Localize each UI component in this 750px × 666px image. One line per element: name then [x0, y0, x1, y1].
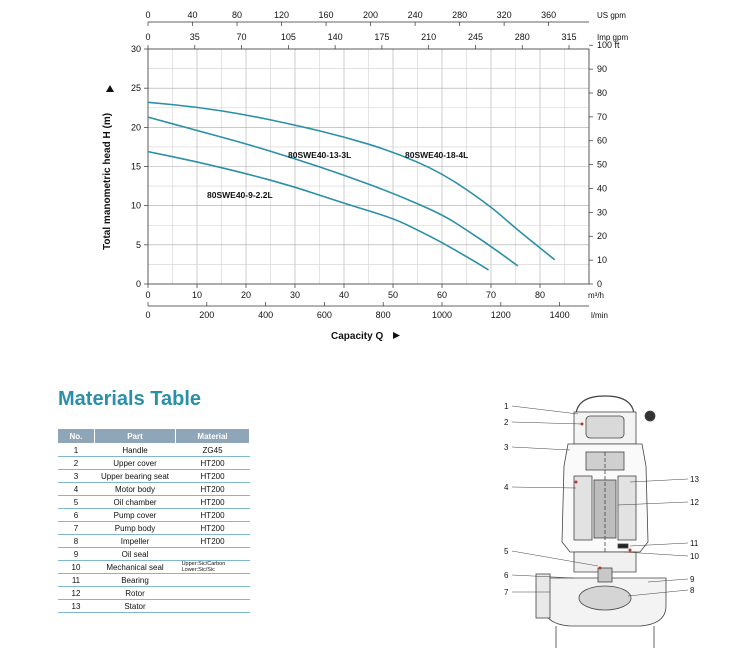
- callout-label: 3: [504, 443, 509, 452]
- series-label-0: 80SWE40-9-2.2L: [207, 190, 273, 200]
- row-material: [176, 574, 250, 587]
- y-tick-label: 25: [130, 83, 141, 94]
- row-no: 11: [58, 574, 95, 587]
- y-tick-label: 15: [130, 161, 141, 172]
- row-material: [176, 548, 250, 561]
- callout-line: [512, 406, 578, 414]
- x-axis-arrow-icon: [393, 332, 400, 339]
- row-material: HT200: [176, 509, 250, 522]
- impgpm-tick-label: 245: [467, 32, 483, 42]
- callout-label: 4: [504, 483, 509, 492]
- x-tick-label: 10: [191, 290, 203, 300]
- impgpm-unit: Imp gpm: [597, 33, 629, 42]
- row-material: HT200: [176, 535, 250, 548]
- table-row: [58, 587, 250, 600]
- x-tick-label: 70: [485, 290, 497, 300]
- y-tick-label: 30: [130, 44, 141, 54]
- callout-line: [512, 447, 570, 450]
- y-tick-label: 10: [130, 200, 141, 211]
- ft-tick-label: 90: [597, 64, 608, 75]
- ft-tick-label: 80: [597, 87, 608, 98]
- ft-tick-label: 100 ft: [597, 40, 620, 51]
- handle-knob-shape: [645, 411, 655, 421]
- impgpm-tick-label: 70: [236, 32, 247, 42]
- table-header-row: [58, 429, 250, 444]
- ft-tick-label: 30: [597, 207, 608, 218]
- callout-label: 9: [690, 575, 695, 584]
- y-tick-label: 5: [135, 239, 141, 250]
- row-no: 9: [58, 548, 95, 561]
- row-part: Oil chamber: [94, 496, 175, 509]
- row-part: Handle: [94, 444, 175, 457]
- row-no: 1: [58, 444, 95, 457]
- row-material: HT200: [176, 522, 250, 535]
- row-part: Rotor: [94, 587, 175, 600]
- impgpm-tick-label: 315: [561, 32, 577, 42]
- x-tick-label: 0: [145, 290, 151, 300]
- row-material: HT200: [176, 483, 250, 496]
- row-part: Upper cover: [94, 457, 175, 470]
- series-line-2: [148, 102, 555, 259]
- row-material: HT200: [176, 496, 250, 509]
- usgpm-tick-label: 40: [187, 10, 198, 20]
- table-row: [58, 457, 250, 470]
- usgpm-tick-label: 280: [452, 10, 468, 20]
- row-no: 4: [58, 483, 95, 496]
- callout-label: 7: [504, 588, 509, 597]
- row-material: HT200: [176, 457, 250, 470]
- y-axis-label: Total manometric head H (m): [102, 112, 113, 250]
- m3h-unit: m³/h: [588, 291, 604, 300]
- row-no: 2: [58, 457, 95, 470]
- x-tick-label: 20: [240, 290, 252, 300]
- lmin-tick-label: 800: [375, 310, 391, 320]
- usgpm-tick-label: 80: [232, 10, 243, 20]
- materials-table-body: [58, 444, 250, 613]
- impgpm-tick-label: 280: [514, 32, 530, 42]
- materials-table-title: Materials Table: [58, 388, 202, 410]
- row-material: HT200: [176, 470, 250, 483]
- usgpm-tick-label: 360: [541, 10, 557, 20]
- row-no: 5: [58, 496, 95, 509]
- flange-shape: [536, 574, 550, 618]
- y-tick-label: 0: [135, 279, 141, 289]
- x-tick-label: 60: [436, 290, 448, 300]
- table-row: [58, 548, 250, 561]
- series-line-1: [148, 117, 518, 266]
- series-label-1: 80SWE40-13-3L: [288, 150, 352, 160]
- row-part: Pump body: [94, 522, 175, 535]
- row-material: Upper:Sic/Carbon Lower:Sic/Sic: [176, 561, 250, 574]
- table-row: [58, 600, 250, 613]
- row-no: 12: [58, 587, 95, 600]
- impgpm-tick-label: 140: [327, 32, 343, 42]
- table-row: [58, 509, 250, 522]
- usgpm-tick-label: 120: [274, 10, 290, 20]
- lmin-tick-label: 1200: [490, 310, 511, 320]
- usgpm-tick-label: 240: [407, 10, 423, 20]
- row-no: 7: [58, 522, 95, 535]
- usgpm-unit: US gpm: [597, 11, 626, 20]
- callout-label: 12: [690, 498, 699, 507]
- row-no: 13: [58, 600, 95, 613]
- row-material: ZG45: [176, 444, 250, 457]
- lmin-tick-label: 600: [316, 310, 332, 320]
- row-no: 3: [58, 470, 95, 483]
- callout-label: 1: [504, 402, 509, 411]
- lmin-tick-label: 1000: [431, 310, 453, 320]
- header-no: No.: [58, 429, 95, 444]
- row-part: Pump cover: [94, 509, 175, 522]
- callout-label: 6: [504, 571, 509, 580]
- impgpm-tick-label: 35: [189, 32, 200, 42]
- callout-label: 13: [690, 475, 699, 484]
- table-row: [58, 561, 250, 574]
- lmin-tick-label: 1400: [549, 310, 570, 320]
- usgpm-tick-label: 200: [363, 10, 379, 20]
- callout-label: 11: [690, 539, 699, 548]
- x-axis-label: Capacity Q: [331, 331, 384, 342]
- row-part: Stator: [94, 600, 175, 613]
- handle-shape: [576, 396, 634, 414]
- y-axis-arrow-icon: [106, 85, 114, 92]
- ft-tick-label: 60: [597, 135, 608, 146]
- pump-cross-section-diagram: [490, 392, 720, 652]
- impeller-shape: [579, 586, 631, 610]
- ft-tick-label: 50: [597, 159, 608, 170]
- usgpm-tick-label: 0: [145, 10, 151, 20]
- table-row: [58, 483, 250, 496]
- impgpm-tick-label: 175: [374, 32, 390, 42]
- header-material: Material: [176, 429, 250, 444]
- usgpm-tick-label: 320: [496, 10, 512, 20]
- lmin-tick-label: 400: [258, 310, 274, 320]
- row-no: 6: [58, 509, 95, 522]
- ft-tick-label: 20: [597, 231, 608, 242]
- row-no: 8: [58, 535, 95, 548]
- materials-table: [57, 428, 250, 613]
- stator-shape: [574, 476, 592, 540]
- row-part: Oil seal: [94, 548, 175, 561]
- callout-label: 2: [504, 418, 509, 427]
- series-line-0: [148, 152, 489, 270]
- impgpm-tick-label: 210: [421, 32, 437, 42]
- row-material: [176, 600, 250, 613]
- usgpm-tick-label: 160: [318, 10, 334, 20]
- callout-label: 5: [504, 547, 509, 556]
- row-part: Impeller: [94, 535, 175, 548]
- axis-ticks: [131, 10, 620, 320]
- impgpm-tick-label: 0: [145, 32, 151, 42]
- lmin-tick-label: 0: [145, 310, 151, 320]
- table-row: [58, 522, 250, 535]
- row-part: Motor body: [94, 483, 175, 496]
- table-row: [58, 535, 250, 548]
- x-tick-label: 30: [289, 290, 301, 300]
- row-part: Bearing: [94, 574, 175, 587]
- x-tick-label: 80: [534, 290, 546, 300]
- impgpm-tick-label: 105: [280, 32, 296, 42]
- x-tick-label: 40: [338, 290, 350, 300]
- ft-tick-label: 70: [597, 111, 608, 122]
- table-row: [58, 444, 250, 457]
- row-part: Upper bearing seat: [94, 470, 175, 483]
- lmin-unit: l/min: [591, 311, 608, 320]
- table-row: [58, 574, 250, 587]
- callout-line: [512, 422, 582, 424]
- row-part: Mechanical seal: [94, 561, 175, 574]
- row-no: 10: [58, 561, 95, 574]
- header-part: Part: [94, 429, 175, 444]
- table-row: [58, 470, 250, 483]
- y-tick-label: 20: [130, 122, 141, 133]
- ft-tick-label: 0: [597, 279, 603, 289]
- row-material: [176, 587, 250, 600]
- ft-tick-label: 40: [597, 183, 608, 194]
- x-tick-label: 50: [387, 290, 399, 300]
- callout-label: 10: [690, 552, 699, 561]
- ft-tick-label: 10: [597, 255, 608, 266]
- series-label-2: 80SWE40-18-4L: [405, 150, 469, 160]
- stand-shape: [556, 626, 654, 648]
- lmin-tick-label: 200: [199, 310, 215, 320]
- callout-label: 8: [690, 586, 695, 595]
- table-row: [58, 496, 250, 509]
